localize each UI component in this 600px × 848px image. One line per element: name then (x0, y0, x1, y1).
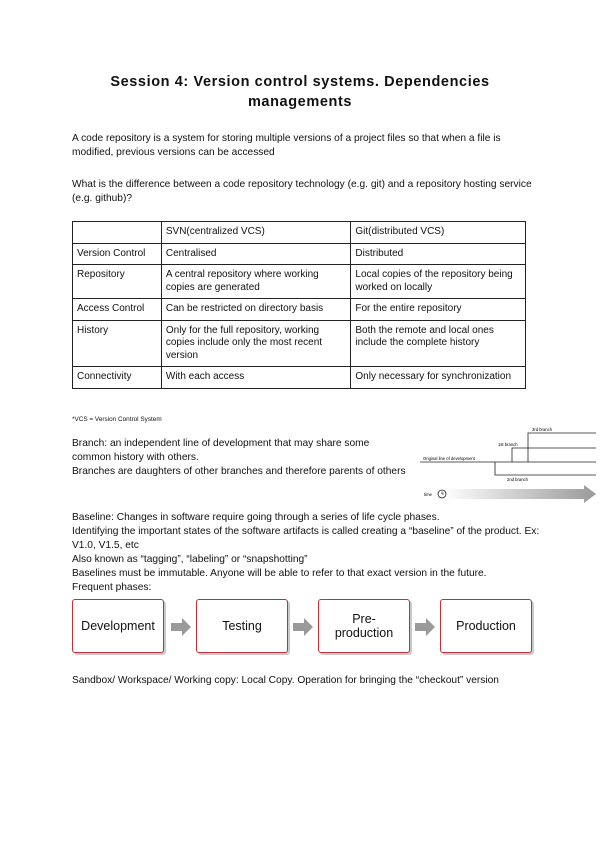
arrow-right-icon (293, 618, 313, 636)
table-cell: History (73, 320, 162, 367)
branch-paragraph-1: Branch: an independent line of development that may share some common history with others. (72, 438, 370, 463)
phase-production: Production (440, 599, 532, 653)
table-cell: Centralised (161, 243, 351, 265)
table-cell: Can be restricted on directory basis (161, 299, 351, 321)
branch-description (72, 437, 407, 479)
branch-line-top (528, 433, 596, 462)
baseline-paragraph-1: Baseline: Changes in software require going through a series of life cycle phases. (72, 512, 440, 523)
table-footnote: *VCS = Version Control System (72, 416, 162, 423)
branching-diagram (420, 427, 596, 503)
branch-line-mid (512, 448, 596, 462)
table-cell: Repository (73, 265, 162, 299)
time-label: time (424, 492, 432, 497)
intro-paragraph-1: A code repository is a system for storing multiple versions of a project files so that when a file is modified, previous versions can be accessed (72, 133, 501, 158)
phase-pre-production: Pre- production (318, 599, 410, 653)
table-cell: Version Control (73, 243, 162, 265)
arrow-right-icon (415, 618, 435, 636)
intro-paragraph-2: What is the difference between a code repository technology (e.g. git) and a repository hosting service (e.g. github)? (72, 179, 532, 204)
table-header-cell: Git(distributed VCS) (351, 222, 526, 244)
table-header-row (73, 222, 526, 244)
baseline-paragraph-3: Also known as “tagging”, “labeling” or “snapshotting” (72, 554, 308, 565)
table-cell: Connectivity (73, 367, 162, 389)
baseline-paragraph-5: Frequent phases: (72, 582, 152, 593)
table-row (73, 299, 526, 321)
main-line-label: Original line of development (423, 456, 475, 461)
table-row (73, 320, 526, 367)
phase-testing: Testing (196, 599, 288, 653)
table-cell: A central repository where working copies are generated (161, 265, 351, 299)
baseline-paragraph-4: Baselines must be immutable. Anyone will be able to refer to that exact version in the future. (72, 568, 487, 579)
table-cell: Access Control (73, 299, 162, 321)
table-header-cell: SVN(centralized VCS) (161, 222, 351, 244)
title-line-2: managements (247, 94, 353, 110)
table-cell: With each access (161, 367, 351, 389)
branch-paragraph-2: Branches are daughters of other branches and therefore parents of others (72, 466, 406, 477)
phases-diagram (72, 599, 532, 656)
table-cell: Distributed (351, 243, 526, 265)
branch-label-top: 3rd branch (532, 427, 553, 432)
baseline-paragraph-2: Identifying the important states of the software artifacts is called creating a “baseline” of the product. Ex: V1.0, V1.5, etc (72, 526, 540, 551)
phase-development: Development (72, 599, 164, 653)
title-line-1: Session 4: Version control systems. Dependencies (110, 74, 490, 90)
table-cell: For the entire repository (351, 299, 526, 321)
arrow-right-icon (171, 618, 191, 636)
sandbox-paragraph: Sandbox/ Workspace/ Working copy: Local Copy. Operation for bringing the “checkout” version (72, 675, 499, 686)
page-title (60, 72, 540, 112)
baseline-description (72, 511, 562, 595)
branch-label-mid: 1st branch (498, 442, 518, 447)
branch-line-bottom (495, 462, 596, 475)
table-row (73, 367, 526, 389)
table-cell: Only for the full repository, working copies include only the most recent version (161, 320, 351, 367)
time-arrow (442, 485, 596, 503)
table-cell: Both the remote and local ones include the complete history (351, 320, 526, 367)
table-cell: Only necessary for synchronization (351, 367, 526, 389)
vcs-comparison-table (72, 221, 526, 389)
table-row (73, 265, 526, 299)
table-header-cell (73, 222, 162, 244)
clock-icon (438, 490, 446, 498)
branch-label-bottom: 2nd branch (507, 477, 528, 482)
table-cell: Local copies of the repository being worked on locally (351, 265, 526, 299)
table-row (73, 243, 526, 265)
